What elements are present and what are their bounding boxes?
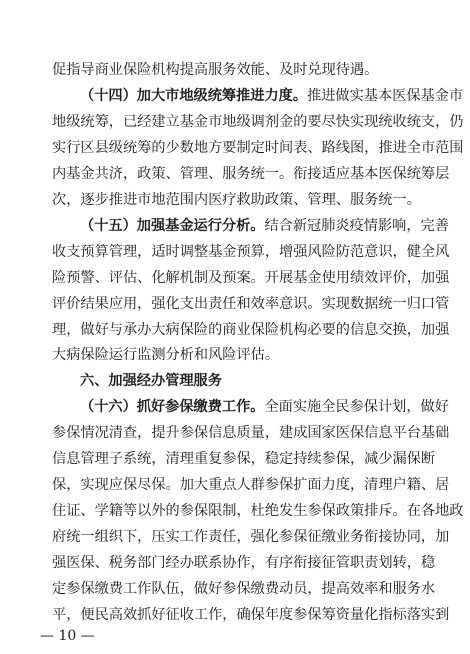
line-text: 推进做实基本医保基金市	[307, 88, 464, 104]
text-line	[52, 294, 450, 316]
line-text: 全面实施全民参保计划，做好	[264, 399, 449, 415]
line-text: 参保情况清查，提升参保信息质量，建成国家医保信息平台基础	[52, 425, 450, 441]
paragraph-lead: （十六）抓好参保缴费工作。	[80, 399, 265, 415]
line-text: 地级统筹，已经建立基金市地级调剂金的要尽快实现统收统支，仍	[52, 114, 464, 130]
line-text: 理，做好与承办大病保险的商业保险机构必要的信息交换，加强	[52, 322, 450, 338]
line-text: 府统一组织下，压实工作责任，强化参保征缴业务衔接协同，加	[52, 529, 450, 545]
text-line	[52, 423, 450, 445]
text-line	[52, 190, 422, 212]
line-text: 促指导商业保险机构提高服务效能、及时兑现待遇。	[52, 62, 379, 78]
text-line	[80, 397, 449, 419]
text-line	[52, 605, 450, 627]
line-text: 定参保缴费工作队伍，做好参保缴费动员，提高效率和服务水	[52, 581, 436, 597]
paragraph-lead: （十五）加强基金运行分析。	[80, 218, 265, 234]
text-line	[52, 60, 422, 82]
text-line	[52, 138, 464, 160]
line-text: 收支预算管理，适时调整基金预算，增强风险防范意识，健全风	[52, 244, 450, 260]
line-text: 内基金共济，政策、管理、服务统一。衔接适应基本医保统筹层	[52, 166, 450, 182]
line-text: 六、加强经办管理服务	[80, 373, 222, 389]
text-line	[52, 553, 436, 575]
text-line	[52, 579, 436, 601]
text-line	[52, 242, 450, 264]
line-text: 保，实现应保尽保。加大重点人群参保扩面力度，清理户籍、居	[52, 477, 450, 493]
text-line	[80, 86, 464, 108]
line-text: 结合新冠肺炎疫情影响，完善	[264, 218, 449, 234]
text-line	[52, 501, 464, 523]
text-line	[52, 475, 450, 497]
line-text: 强医保、税务部门经办联系协作，有序衔接征管职责划转，稳	[52, 555, 436, 571]
text-line	[52, 449, 436, 471]
text-line	[52, 320, 450, 342]
text-line	[52, 527, 450, 549]
line-text: 大病保险运行监测分析和风险评估。	[52, 347, 280, 363]
section-heading	[80, 371, 422, 393]
page-number: — 10 —	[40, 628, 95, 644]
paragraph-lead: （十四）加大市地级统筹推进力度。	[80, 88, 308, 104]
text-line	[52, 164, 450, 186]
line-text: 平，便民高效抓好征收工作，确保年度参保筹资量化指标落实到	[52, 607, 450, 623]
line-text: 信息管理子系统，清理重复参保，稳定持续参保，减少漏保断	[52, 451, 436, 467]
line-text: 评价结果应用，强化支出责任和效率意识。实现数据统一归口管	[52, 296, 450, 312]
text-line	[52, 112, 464, 134]
line-text: 住证、学籍等以外的参保限制，杜绝发生参保政策排斥。在各地政	[52, 503, 464, 519]
line-text: 险预警、评估、化解机制及预案。开展基金使用绩效评价，加强	[52, 270, 450, 286]
text-line	[52, 268, 450, 290]
text-line	[52, 345, 422, 367]
line-text: 次，逐步推进市地范围内医疗救助政策、管理、服务统一。	[52, 192, 421, 208]
text-line	[80, 216, 449, 238]
line-text: 实行区县级统筹的少数地方要制定时间表、路线图，推进全市范围	[52, 140, 464, 156]
